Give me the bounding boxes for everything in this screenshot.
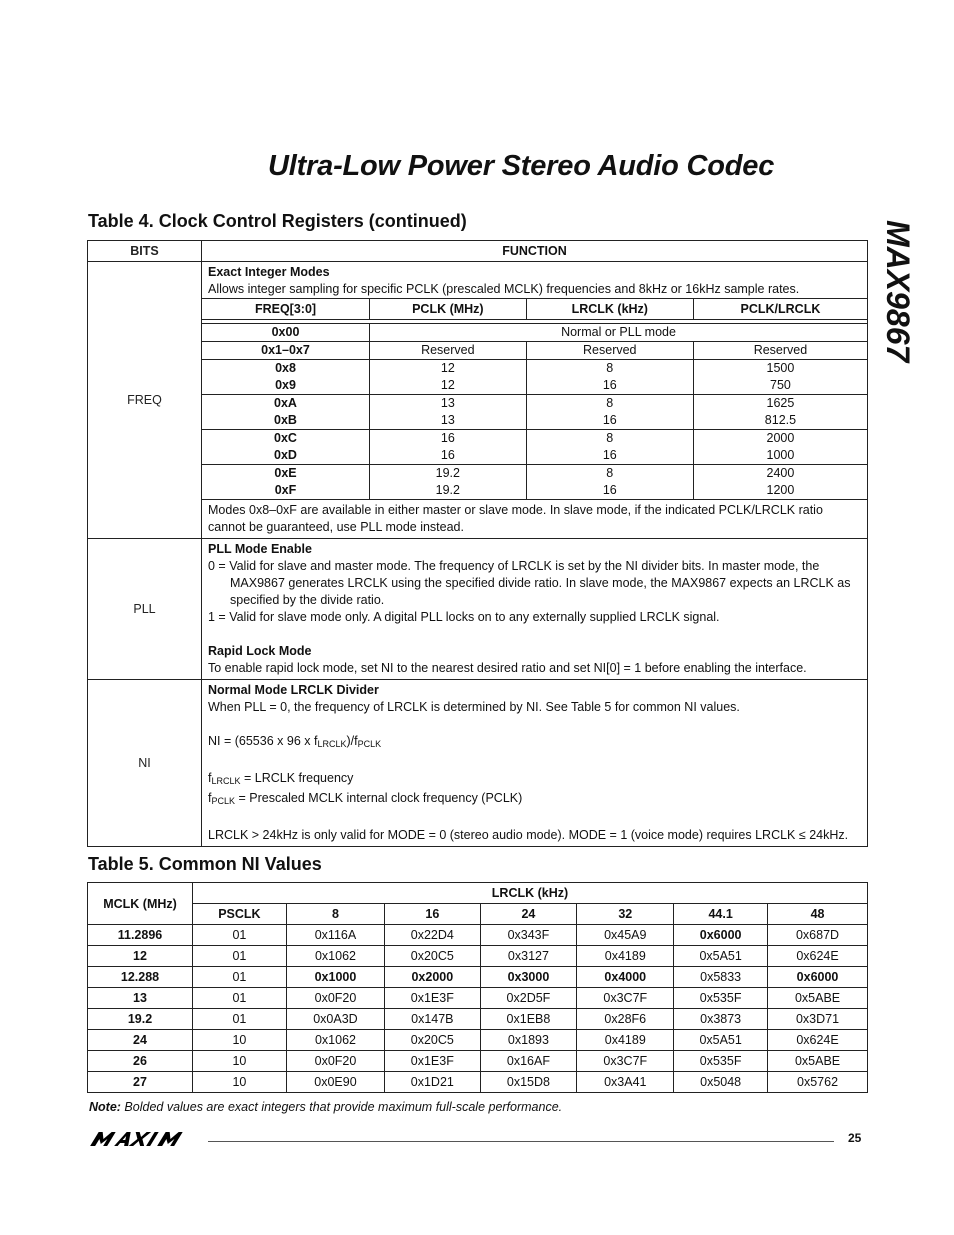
table-row [88, 967, 868, 988]
rapid-lock-desc: To enable rapid lock mode, set NI to the nearest desired ratio and set NI[0] = 1 before enabling the interface. [208, 661, 807, 675]
ni-value-cell: 0x5ABE [768, 988, 868, 1009]
ni-def-lrclk: $f_{LRCLK}$ = LRCLK frequency [208, 771, 354, 786]
freq-code: 0x00 [202, 324, 370, 342]
freq-heading: Exact Integer Modes [208, 265, 330, 279]
table4-title: Table 4. Clock Control Registers (continued) [88, 211, 467, 231]
ni-value-cell: 0x0F20 [286, 1051, 384, 1072]
mclk-cell: 13 [88, 988, 193, 1009]
function-header: FUNCTION [202, 241, 868, 262]
ni-value-cell: 0x4000 [577, 967, 674, 988]
ni-equation: NI = (65536 x 96 x $f_{LRCLK})/f_{PCLK}$ [208, 734, 382, 749]
freq-value: Reserved [693, 342, 867, 360]
ni-value-cell: 0x28F6 [577, 1009, 674, 1030]
ni-value-cell: 0x15D8 [480, 1072, 577, 1093]
ni-value-cell: 0x3127 [480, 946, 577, 967]
ni-value-cell: 0x4189 [577, 1030, 674, 1051]
common-ni-table [87, 882, 868, 1093]
freq-desc: Allows integer sampling for specific PCLK (prescaled MCLK) frequencies and 8kHz or 16kHz sample rates. [208, 282, 800, 296]
ni-value-cell: 0x2000 [385, 967, 480, 988]
table-row [88, 1051, 868, 1072]
ni-value-cell: 10 [193, 1072, 287, 1093]
ni-value-cell: 0x687D [768, 925, 868, 946]
ni-value-cell: 0x0A3D [286, 1009, 384, 1030]
mclk-header: MCLK (MHz) [88, 883, 193, 925]
maxim-logo [88, 1131, 200, 1152]
lrclk-subheader: 16 [385, 904, 480, 925]
table5-title: Table 5. Common NI Values [88, 854, 322, 874]
ni-value-cell: 0x6000 [674, 925, 768, 946]
lrclk-subheader: 8 [286, 904, 384, 925]
ni-value-cell: 0x45A9 [577, 925, 674, 946]
ni-value-cell: 01 [193, 925, 287, 946]
side-part-number: MAX9867 [880, 220, 916, 363]
freq-subheader: PCLK/LRCLK [693, 299, 867, 320]
mclk-cell: 12.288 [88, 967, 193, 988]
table-row [88, 988, 868, 1009]
ni-heading: Normal Mode LRCLK Divider [208, 683, 379, 697]
ni-value-cell: 0x343F [480, 925, 577, 946]
ni-value-cell: 01 [193, 946, 287, 967]
ni-value-cell: 0x1D21 [385, 1072, 480, 1093]
freq-value: Normal or PLL mode [370, 324, 868, 342]
bits-header: BITS [88, 241, 202, 262]
ni-value-cell: 0x5ABE [768, 1051, 868, 1072]
ni-value-cell: 0x1062 [286, 946, 384, 967]
ni-value-cell: 0x5833 [674, 967, 768, 988]
pll-line0: 0 = Valid for slave and master mode. The frequency of LRCLK is set by the NI divider bits. In master mode, the MAX9867 generates LRCLK using the specified divide ratio. In slave mode, the MAX9867 expects an LRCLK as specified by the divide ratio. [208, 559, 851, 607]
ni-value-cell: 0x6000 [768, 967, 868, 988]
ni-value-cell: 0x3873 [674, 1009, 768, 1030]
mclk-cell: 11.2896 [88, 925, 193, 946]
ni-value-cell: 0x22D4 [385, 925, 480, 946]
ni-value-cell: 0x5762 [768, 1072, 868, 1093]
clock-control-table [87, 240, 868, 847]
ni-value-cell: 0x5A51 [674, 946, 768, 967]
freq-subtable [202, 298, 867, 500]
ni-value-cell: 01 [193, 988, 287, 1009]
ni-desc: When PLL = 0, the frequency of LRCLK is determined by NI. See Table 5 for common NI values. [208, 700, 740, 714]
table-row [88, 1072, 868, 1093]
ni-value-cell: 0x2D5F [480, 988, 577, 1009]
freq-value: Reserved [526, 342, 693, 360]
ni-value-cell: 10 [193, 1030, 287, 1051]
ni-bits: NI [88, 680, 202, 847]
ni-value-cell: 0x5A51 [674, 1030, 768, 1051]
freq-subheader: PCLK (MHz) [370, 299, 527, 320]
lrclk-header: LRCLK (kHz) [193, 883, 868, 904]
mclk-cell: 27 [88, 1072, 193, 1093]
mclk-cell: 12 [88, 946, 193, 967]
ni-value-cell: 0x624E [768, 946, 868, 967]
ni-value-cell: 0x3A41 [577, 1072, 674, 1093]
pll-row [88, 539, 868, 680]
ni-row [88, 680, 868, 847]
freq-pair-row: 0xC 0xD 16 16 8 16 2000 1000 [202, 430, 867, 465]
ni-value-cell: 0x16AF [480, 1051, 577, 1072]
freq-code: 0x1–0x7 [202, 342, 370, 360]
freq-subheader: LRCLK (kHz) [526, 299, 693, 320]
pll-line1: 1 = Valid for slave mode only. A digital PLL locks on to any externally supplied LRCLK signal. [208, 610, 720, 624]
ni-value-cell: 0x1062 [286, 1030, 384, 1051]
freq-pair-row: 0xA 0xB 13 13 8 16 1625 812.5 [202, 395, 867, 430]
ni-value-cell: 0x3C7F [577, 1051, 674, 1072]
ni-value-cell: 0x4189 [577, 946, 674, 967]
ni-value-cell: 0x1893 [480, 1030, 577, 1051]
lrclk-subheader: PSCLK [193, 904, 287, 925]
mclk-cell: 19.2 [88, 1009, 193, 1030]
rapid-lock-heading: Rapid Lock Mode [208, 644, 312, 658]
ni-value-cell: 0x3C7F [577, 988, 674, 1009]
ni-value-cell: 0x535F [674, 1051, 768, 1072]
ni-value-cell: 0x1E3F [385, 988, 480, 1009]
ni-value-cell: 0x0F20 [286, 988, 384, 1009]
lrclk-subheader: 24 [480, 904, 577, 925]
ni-value-cell: 0x147B [385, 1009, 480, 1030]
mclk-cell: 26 [88, 1051, 193, 1072]
ni-value-cell: 0x3000 [480, 967, 577, 988]
table5-note: Note: Bolded values are exact integers that provide maximum full-scale performance. [89, 1100, 563, 1114]
ni-value-cell: 10 [193, 1051, 287, 1072]
table-row [88, 1030, 868, 1051]
ni-value-cell: 0x1000 [286, 967, 384, 988]
ni-def-pclk: $f_{PCLK}$ = Prescaled MCLK internal clock frequency (PCLK) [208, 791, 523, 806]
ni-value-cell: 0x624E [768, 1030, 868, 1051]
freq-pair-row: 0xE 0xF 19.2 19.2 8 16 2400 1200 [202, 465, 867, 500]
freq-value: Reserved [370, 342, 527, 360]
footer-rule [208, 1141, 834, 1142]
pll-heading: PLL Mode Enable [208, 542, 312, 556]
ni-value-cell: 01 [193, 1009, 287, 1030]
ni-note: LRCLK > 24kHz is only valid for MODE = 0 (stereo audio mode). MODE = 1 (voice mode) requires LRCLK ≤ 24kHz. [208, 828, 849, 842]
ni-value-cell: 0x0E90 [286, 1072, 384, 1093]
ni-value-cell: 0x5048 [674, 1072, 768, 1093]
lrclk-subheader: 32 [577, 904, 674, 925]
table-row [88, 1009, 868, 1030]
pll-bits: PLL [88, 539, 202, 680]
ni-value-cell: 01 [193, 967, 287, 988]
page-title: Ultra-Low Power Stereo Audio Codec [268, 150, 775, 182]
ni-value-cell: 0x20C5 [385, 1030, 480, 1051]
lrclk-subheader: 48 [768, 904, 868, 925]
freq-row [88, 262, 868, 539]
freq-subheader: FREQ[3:0] [202, 299, 370, 320]
table-row [88, 925, 868, 946]
freq-bits: FREQ [88, 262, 202, 539]
ni-value-cell: 0x1E3F [385, 1051, 480, 1072]
freq-footer: Modes 0x8–0xF are available in either master or slave mode. In slave mode, if the indicated PCLK/LRCLK ratio cannot be guaranteed, use PLL mode instead. [208, 503, 823, 534]
page-number: 25 [848, 1131, 862, 1145]
mclk-cell: 24 [88, 1030, 193, 1051]
table-row [88, 946, 868, 967]
ni-value-cell: 0x535F [674, 988, 768, 1009]
ni-value-cell: 0x116A [286, 925, 384, 946]
ni-value-cell: 0x20C5 [385, 946, 480, 967]
ni-value-cell: 0x3D71 [768, 1009, 868, 1030]
freq-pair-row: 0x8 0x9 12 12 8 16 1500 750 [202, 360, 867, 395]
lrclk-subheader: 44.1 [674, 904, 768, 925]
ni-value-cell: 0x1EB8 [480, 1009, 577, 1030]
